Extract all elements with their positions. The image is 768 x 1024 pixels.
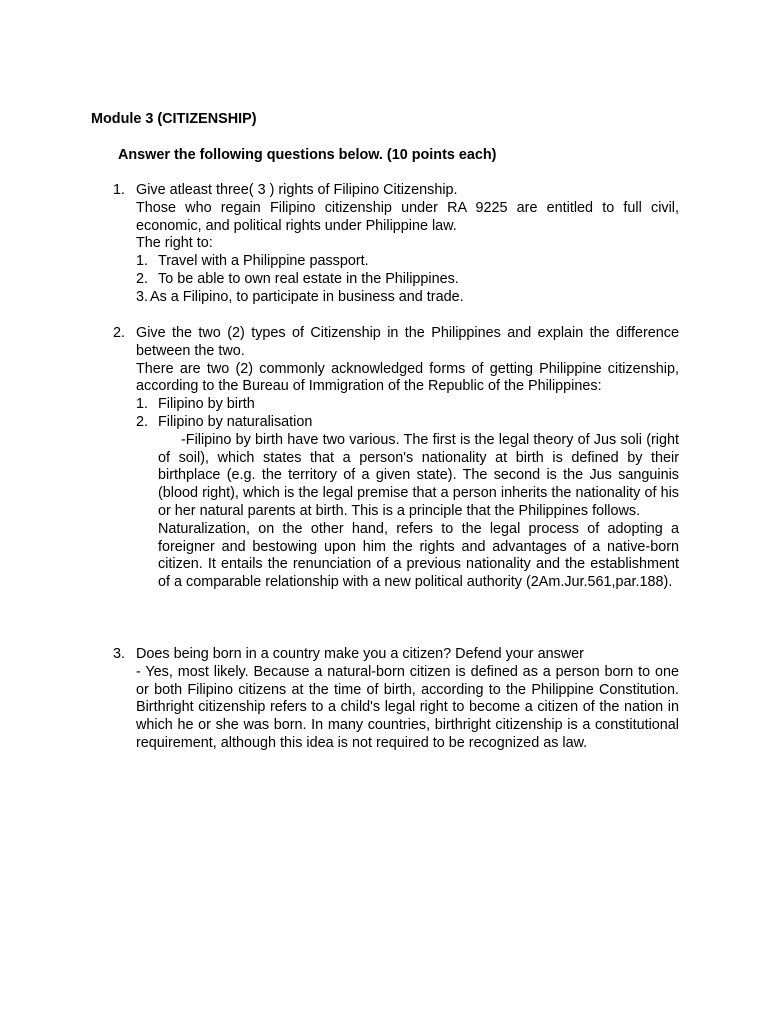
list-item (136, 414, 679, 432)
list-item-number: 1. (136, 253, 149, 270)
answer-intro: There are two (2) commonly acknowledged forms of getting Philippine citizenship, according to the Bureau of Immigration of the Republic of the Philippines: (136, 360, 679, 395)
explanation-paragraph: -Filipino by birth have two various. The first is the legal theory of Jus soli (right of soil), which states that a person's nationality at birth is defined by their birthplace (e.g. the territory of a given state). The second is the Jus sanguinis (blood right), which is the legal premise that a person inherits the nationality of his or her natural parents at birth. This is a principle that the Philippines follows. (158, 431, 679, 519)
list-item-text: To be able to own real estate in the Philippines. (158, 270, 459, 287)
list-item-text: Filipino by naturalisation (158, 413, 313, 430)
list-item-text: Filipino by birth (158, 396, 255, 413)
module-title: Module 3 (CITIZENSHIP) (91, 111, 257, 127)
question-text: Give the two (2) types of Citizenship in the Philippines and explain the difference between the two. (136, 325, 679, 359)
question-number: 1. (113, 182, 126, 198)
explanation-paragraph: Naturalization, on the other hand, refers to the legal process of adopting a foreigner and bestowing upon him the rights and advantages of a native-born citizen. It entails the renunciation of a previous nationality and the establishment of a comparable relationship with a new political authority (2Am.Jur.561,par.188). (158, 520, 679, 591)
list-item-text: As a Filipino, to participate in business and trade. (150, 288, 464, 305)
list-item-number: 2. (136, 413, 149, 430)
list-item (136, 271, 679, 289)
instructions-heading: Answer the following questions below. (10 points each) (118, 147, 497, 163)
answer-lead: The right to: (136, 235, 213, 252)
question-number: 2. (113, 325, 126, 341)
question-2 (113, 325, 679, 592)
question-3 (113, 646, 679, 753)
question-number: 3. (113, 646, 126, 662)
list-item-number: 2. (136, 270, 149, 287)
list-item (136, 289, 679, 307)
list-item (136, 396, 679, 414)
list-item-text: Travel with a Philippine passport. (158, 253, 369, 270)
question-text: Give atleast three( 3 ) rights of Filipino Citizenship. (136, 182, 458, 198)
answer-text: - Yes, most likely. Because a natural-born citizen is defined as a person born to one or both Filipino citizens at the time of birth, according to the Philippine Constitution. Birthright citizenship refers to a child's legal right to become a citizen of the nation in which he or she was born. In many countries, birthright citizenship is a constitutional requirement, although this idea is not required to be recognized as law. (136, 663, 679, 751)
answer-intro: Those who regain Filipino citizenship under RA 9225 are entitled to full civil, economic, and political rights under Philippine law. (136, 199, 679, 234)
list-item (136, 253, 679, 271)
list-item-number: 3. (136, 288, 149, 305)
list-item-number: 1. (136, 396, 149, 413)
question-text: Does being born in a country make you a citizen? Defend your answer (136, 646, 584, 662)
question-1 (113, 182, 679, 307)
